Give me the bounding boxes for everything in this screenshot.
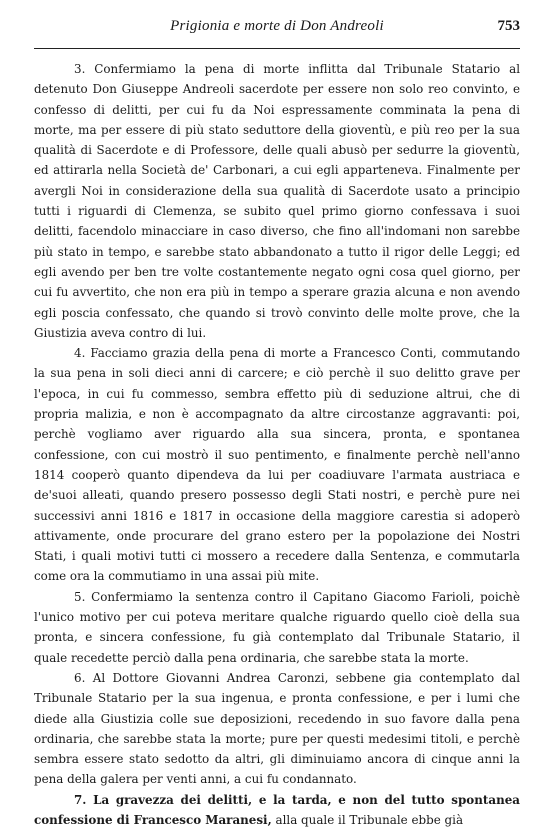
- paragraph-5-text: 5. Confermiamo la sentenza contro il Capitano Giacomo Farioli, poichè l'unico motivo per cui poteva meritare qualche riguardo quello cioè della sua pronta, e sincera confessione, fu già contemplato dal Tribunale Statario, il quale recedette perciò dalla pena ordinaria, che sarebbe stata la morte.: [34, 589, 520, 665]
- paragraph-4-text: 4. Facciamo grazia della pena di morte a Francesco Conti, commutando la sua pena in soli dieci anni di carcere; e ciò perchè il suo delitto grave per l'epoca, in cui fu commesso, sembra effetto più di seduzione altrui, che di propria malizia, e non è accompagnato da altre circostanze aggravanti: poi, perchè vogliamo aver riguardo alla sua sincera, pronta, e spontanea confessione, con cui mostrò il suo pentimento, e finalmente perchè nell'anno 1814 cooperò quanto dipendeva da lui per coadiuvare l'armata austriaca e de'suoi alleati, quando presero possesso degli Stati nostri, e perchè pure nei successivi anni 1816 e 1817 in occasione della maggiore carestia si adoperò attivamente, onde procurare del grano estero per la popolazione dei Nostri Stati, i quali motivi tutti ci mossero a recedere dalla Sentenza, e commutarla come ora la commutiamo in una assai più mite.: [34, 346, 520, 584]
- paragraph-6: [34, 668, 520, 790]
- paragraph-7-name: confessione di Francesco Maranesi,: [34, 812, 272, 827]
- header-rule: [34, 48, 520, 49]
- paragraph-4: [34, 343, 520, 587]
- paragraph-6-text: 6. Al Dottore Giovanni Andrea Caronzi, sebbene gia contemplato dal Tribunale Statario per la sua ingenua, e pronta confessione, e per i lumi che diede alla Giustizia colle sue deposizioni, recedendo in suo favore dalla pena ordinaria, che sarebbe stata la morte; pure per questi medesimi titoli, e perchè sembra essere stato sedotto da altri, gli diminuiamo ancora di cinque anni la pena della galera per venti anni, a cui fu condannato.: [34, 670, 520, 787]
- page-number: 753: [497, 18, 520, 34]
- paragraph-3-text: 3. Confermiamo la pena di morte inflitta dal Tribunale Statario al detenuto Don Giuseppe Andreoli sacerdote per essere non solo reo convinto, e confesso di delitti, per cui fu da Noi espressamente comminata la pena di morte, ma per essere di più stato seduttore della gioventù, e più reo per la sua qualità di Sacerdote e di Professore, delle quali abusò per sedurre la gioventù, ed attirarla nella Società de' Carbonari, a cui egli apparteneva. Finalmente per avergli Noi in considerazione della sua qualità di Sacerdote usato a principio tutti i riguardi di Clemenza, se subito quel primo giorno confessava i suoi delitti, facendolo minacciare in caso diverso, che fino all'indomani non sarebbe più stato in tempo, e sarebbe stato abbandonato a tutto il rigor delle Leggi; ed egli avendo per ben tre volte costantemente negato ogni cosa quel giorno, per cui fu avvertito, che non era più in tempo a sperare grazia alcuna e non avendo egli poscia confessato, che quando si trovò convinto delle molte prove, che la Giustizia aveva contro di lui.: [34, 62, 520, 340]
- running-header: [34, 18, 520, 40]
- body-text: [34, 59, 520, 830]
- paragraph-7: [34, 790, 520, 831]
- running-title: Prigionia e morte di Don Andreoli: [170, 18, 384, 34]
- paragraph-7-text-end: alla quale il Tribunale ebbe già: [271, 812, 464, 827]
- paragraph-7-text-start: 7. La gravezza dei delitti, e la tarda, e non del tutto spontanea: [74, 792, 520, 807]
- paragraph-3: [34, 59, 520, 343]
- paragraph-5: [34, 587, 520, 668]
